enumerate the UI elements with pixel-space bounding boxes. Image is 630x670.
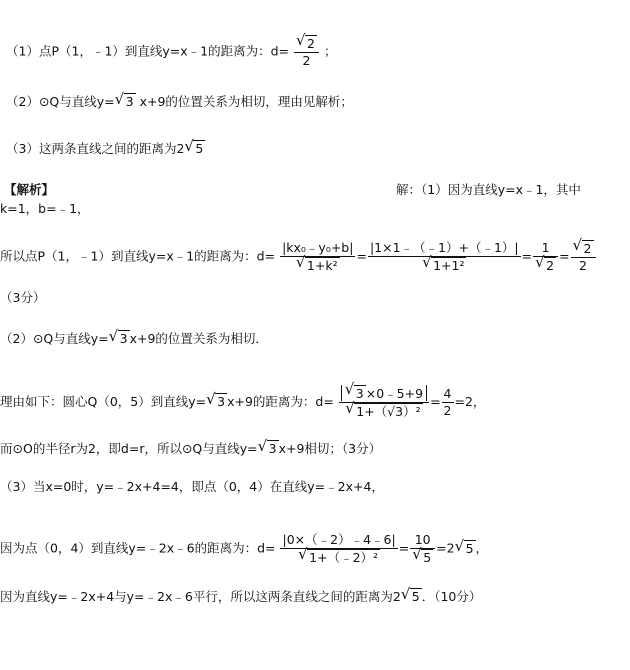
sqrt: √ 5 <box>455 540 476 558</box>
fraction: |1×1﹣（﹣1）+（﹣1）| √ 1+1² <box>368 240 521 274</box>
fraction: √ $\frac{2}{2}$ <box>571 240 596 274</box>
fraction: $\frac{4}{2}$ <box>443 386 452 418</box>
sqrt: √ 2 <box>535 257 556 274</box>
analysis-intro: 解：（1）因为直线y=x﹣1，其中 <box>396 182 581 197</box>
analysis-p4: 而⊙O的半径r为2，即d=r，所以⊙Q与直线y=√ 3 x+9相切；（3分） <box>0 440 381 458</box>
sqrt: √ 1+（﹣2）² <box>298 549 380 566</box>
analysis-heading: 【解析】 <box>4 182 55 197</box>
answer-3: （3）这两条直线之间的距离为2√ 5 <box>6 140 205 158</box>
fraction: |0×（﹣2）﹣4﹣6| √ 1+（﹣2）² <box>280 532 397 566</box>
sqrt: √ 5 <box>401 588 422 606</box>
sqrt: √ 3 <box>345 385 366 401</box>
sqrt: √ 3 <box>109 330 130 348</box>
sqrt: √ 5 <box>184 140 205 158</box>
fraction: 10 √ 5 <box>410 532 435 566</box>
sqrt: √ 5 <box>412 549 433 566</box>
sqrt: √ 3 <box>258 440 279 458</box>
analysis-p2: （2）⊙Q与直线y=√ 3 x+9的位置关系为相切． <box>0 330 268 348</box>
analysis-p5: （3）当x=0时，y=﹣2x+4=4，即点（0，4）在直线y=﹣2x+4， <box>0 479 384 494</box>
analysis-p1-score: （3分） <box>0 290 46 305</box>
fraction: |kx₀﹣y₀+b| √ 1+k² <box>280 240 355 274</box>
sqrt: √ 1+（√3）² <box>345 403 422 420</box>
analysis-p3: 理由如下：圆心Q（0，5）到直线y=√ 3 x+9的距离为：d= √ 3 ×0﹣5+9 √ 1+（√3）² = $\frac{4}{2}$ =2， <box>0 385 485 420</box>
sqrt: √ 3 <box>115 93 136 111</box>
analysis-p7: 因为直线y=﹣2x+4与y=﹣2x﹣6平行，所以这两条直线之间的距离为2√ 5 ．（10分） <box>0 588 481 606</box>
fraction: 1 √ 2 <box>533 240 558 274</box>
answer-1: （1）点P（1，﹣1）到直线y=x﹣1的距离为：d= √ $\frac{2}{2}$ ； <box>6 35 336 69</box>
fraction: √ 3 ×0﹣5+9 √ 1+（√3）² <box>339 385 429 420</box>
fraction: √ $\frac{2}{2}$ <box>294 35 319 69</box>
sqrt: √ 3 <box>206 393 227 411</box>
sqrt: √ 1+1² <box>422 257 466 274</box>
analysis-kb: k=1，b=﹣1， <box>0 201 90 216</box>
sqrt: √ 2 <box>573 240 594 257</box>
answer-2: （2）⊙Q与直线y=√ 3 x+9的位置关系为相切，理由见解析； <box>6 93 353 111</box>
analysis-p1: 所以点P（1，﹣1）到直线y=x﹣1的距离为：d= |kx₀﹣y₀+b| √ 1+k² = |1×1﹣（﹣1）+（﹣1）| √ 1+1² = 1 √ 2 = √ $\frac{2}{2}$ <box>0 240 597 274</box>
sqrt: √ 1+k² <box>296 257 340 274</box>
analysis-p6: 因为点（0，4）到直线y=﹣2x﹣6的距离为：d= |0×（﹣2）﹣4﹣6| √ 1+（﹣2）² = 10 √ 5 =2√ 5 ， <box>0 532 488 566</box>
sqrt: √ 2 <box>296 35 317 52</box>
